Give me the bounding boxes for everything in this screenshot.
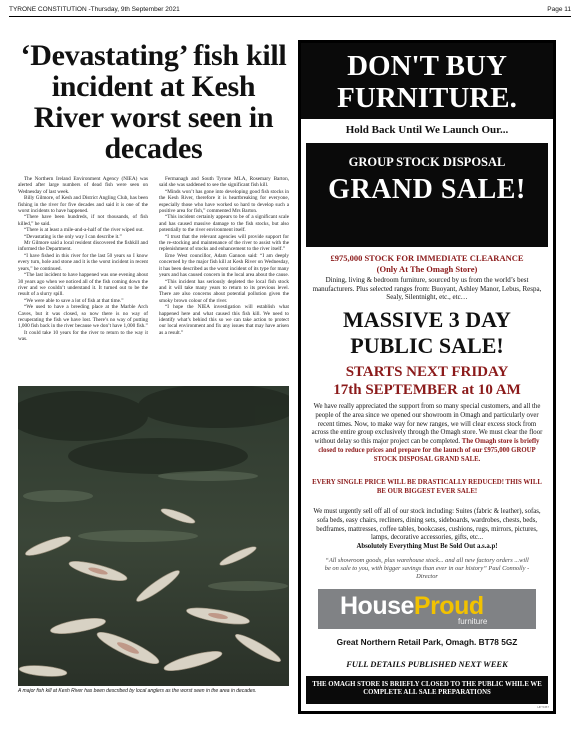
page-header xyxy=(9,4,571,16)
massive-sale-heading xyxy=(301,307,553,359)
logo-proud: Proud xyxy=(413,592,484,620)
photo-caption: A major fish kill at Kesh River has been described by local anglers as the worst seen in the area in decades. xyxy=(18,688,257,694)
starts-line-1: STARTS NEXT FRIDAY xyxy=(345,364,509,380)
paragraph: Fermanagh and South Tyrone MLA, Rosemary Barton, said she was saddened to see the significant fish kill. xyxy=(159,176,289,189)
paragraph: The Northern Ireland Environment Agency (NIEA) was alerted after large numbers of dead fish were seen on Wednesday of last week. xyxy=(18,176,148,195)
paragraph: “There is at least a mile-and-a-half of the river wiped out. xyxy=(24,227,144,234)
dont-buy-banner xyxy=(301,43,553,119)
article-column-1 xyxy=(18,176,148,343)
paragraph: Mr Gilmore said a local resident discovered the fishkill and informed the Department. xyxy=(18,240,148,253)
paragraph: Erne West councillor, Adam Gannon said: “I am deeply concerned by the major fish kill at Kesh River on Wednesday, it has been described as the worst incident of its type for many years and has caused concern in the local area about the cause. xyxy=(159,252,289,279)
paragraph: Billy Gilmore, of Kesh and District Angling Club, has been fishing in the river for five decades and said it is one of the worst incidents to have happened. xyxy=(18,195,148,215)
paragraph: It could take 10 years for the river to return to the way it was. xyxy=(18,329,148,343)
director-quote: “All showroom goods, plus warehouse stock... and all new factory orders ...will be on sale to you, with bigger savings than ever in our history” Paul Connolly - Director xyxy=(324,557,530,580)
support-paragraph xyxy=(311,403,543,465)
hold-back-line: Hold Back Until We Launch Our... xyxy=(345,124,509,136)
header-rule xyxy=(9,16,571,17)
stock-text: We must urgently sell off all of our stock including: Suites (fabric & leather), sofas, sofa beds, easy chairs, recliners, dining sets, sideboards, wardrobes, chests, beds, bedframes, mattresses, coffee tables, bookcases, cushions, rugs, mirrors, pictures, lamps, decorative accessories, gifts, etc... xyxy=(313,508,541,542)
paragraph: “Devastating is the only way I can describe it.” xyxy=(24,233,122,240)
logo-furniture: furniture xyxy=(458,617,488,626)
paragraph: “There have been hundreds, if not thousands, of fish killed,” he said. xyxy=(18,214,148,227)
grand-sale-title: GRAND SALE! xyxy=(328,174,526,205)
paragraph: “The last incident to have happened was one evening about 30 years ago when we noticed all of the fish coming down the river and we couldn’t understand it. It turned out to be the result of a slurry spill. xyxy=(18,272,148,298)
group-stock-disposal: GROUP STOCK DISPOSAL xyxy=(348,155,506,169)
support-bold-text: The Omagh store is briefly closed to reduce prices and prepare for the launch of our £975,000 GROUP STOCK DISPOSAL GRAND SALE. xyxy=(318,438,540,463)
support-text: We have really appreciated the support from so many special customers, and all the people of the area since we opened our showroom in Omagh and particularly over recent times. Now, to make way for new ranges, we will clear excess stock from across the entire group exclusively through the Omagh store. We must clear the floor without delay so this major project can be completed. xyxy=(311,403,543,446)
dont-buy-line: DON'T BUY xyxy=(347,50,507,82)
ad-code: HP 5457 xyxy=(537,705,549,709)
store-address: Great Northern Retail Park, Omagh. BT78 5GZ xyxy=(336,637,518,647)
news-article xyxy=(18,40,289,164)
stock-paragraph xyxy=(311,508,543,552)
houseproud-logo xyxy=(318,589,536,629)
massive-line-2: PUBLIC SALE! xyxy=(350,333,504,358)
houseproud-advert xyxy=(298,40,556,714)
grand-sale-banner xyxy=(306,143,548,247)
paragraph: “I hope the NIEA investigation will establish what happened here and what caused this fish kill. We need to identify what’s behind this so we can take action to protect our local environment and fix any issues that may have arisen as a result.” xyxy=(159,304,289,336)
stock-bold-text: Absolutely Everything Must Be Sold Out a.s.a.p! xyxy=(356,543,498,551)
paragraph: “This incident has seriously depleted the local fish stock and it will take many years to return to its previous level. There are also concerns about potential pollution given the smoky brown colour of the river. xyxy=(159,278,289,304)
dining-paragraph: Dining, living & bedroom furniture, sourced by us from the world’s best manufacturers. Plus selected ranges from: Buoyant, Ashley Manor, Lebus, Respa, Sealy, Silentnight, etc., etc… xyxy=(312,276,542,302)
paragraph: “I trust that the relevant agencies will provide support for the re-stocking and maintenance of the river to assist with the replenishment of stocks and enhancement to the river itself.” xyxy=(159,233,289,253)
every-price-line: EVERY SINGLE PRICE WILL BE DRASTICALLY REDUCED! THIS WILL BE OUR BIGGEST EVER SALE! xyxy=(312,479,542,495)
stock-clearance-line: £975,000 STOCK FOR IMMEDIATE CLEARANCE xyxy=(330,253,524,263)
starts-line-2: 17th SEPTEMBER at 10 AM xyxy=(333,382,521,398)
article-body xyxy=(18,176,289,386)
fish-kill-photo xyxy=(18,386,289,686)
furniture-line: FURNITURE. xyxy=(337,82,517,114)
closed-notice-text: THE OMAGH STORE IS BRIEFLY CLOSED TO THE PUBLIC WHILE WE COMPLETE ALL SALE PREPARATIONS xyxy=(312,681,542,696)
paragraph: “We were able to save a lot of fish at that time.” xyxy=(24,297,124,304)
article-headline: ‘Devastating’ fish kill incident at Kesh River worst seen in decades xyxy=(20,39,287,165)
paragraph: “This incident certainly appears to be of a significant scale and has caused massive damage to the fish stocks, but also potentially to the river environment itself. xyxy=(159,214,289,234)
closed-notice-banner xyxy=(306,676,548,704)
paragraph: “Minds won’t has gone into developing good fish stocks in the Kesh River, therefore it is heartbreaking for everyone, especially those who have worked so hard to develop such a positive area for fish,” commented Mrs Barton. xyxy=(159,188,289,215)
article-column-2 xyxy=(159,176,289,336)
massive-line-1: MASSIVE 3 DAY xyxy=(343,307,511,332)
logo-house: House xyxy=(340,592,414,620)
start-date-heading xyxy=(301,363,553,399)
paragraph: “We used to have a breeding place at the Marble Arch Caves, but it was closed, so now there is no way of recuperating the fish we have lost. There’s no way of putting 1,000 fish back in the river because we don’t have 1,000 fish.” xyxy=(18,304,148,330)
paragraph: “I have fished in this river for the last 50 years so I know every turn, hole and stone and it is the worst incident in recent years,” he continued. xyxy=(18,252,148,272)
omagh-store-note: (Only At The Omagh Store) xyxy=(376,264,478,274)
publication-line: TYRONE CONSTITUTION -Thursday, 9th September 2021 xyxy=(9,6,180,13)
page-number: Page 11 xyxy=(547,6,571,13)
river-photo-illustration xyxy=(18,386,289,686)
full-details-line: FULL DETAILS PUBLISHED NEXT WEEK xyxy=(346,659,508,669)
